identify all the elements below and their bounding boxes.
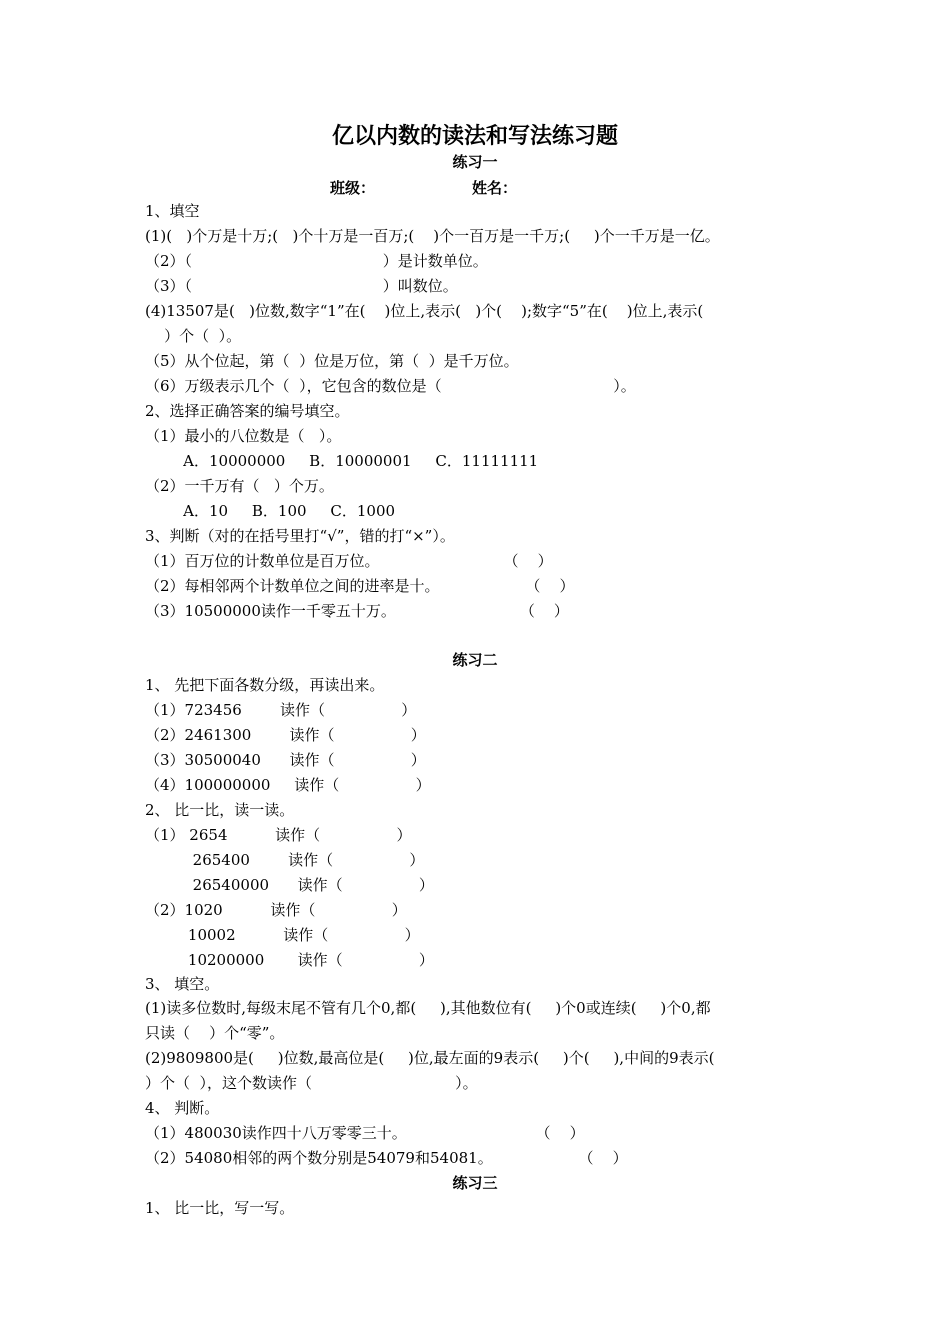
ex2-q2-1: （1） 2654 读作（ ） [145, 826, 412, 844]
ex2-q3-heading: 3、 填空。 [145, 975, 220, 993]
ex2-q2-heading: 2、 比一比，读一读。 [145, 801, 295, 819]
ex2-q3-1-cont: 只读（ ）个“零”。 [145, 1024, 285, 1042]
ex1-q1-3: （3）（ ）叫数位。 [145, 277, 458, 295]
ex1-q1-heading: 1、填空 [145, 202, 200, 220]
exercise-1-heading: 练习一 [452, 153, 498, 171]
ex1-q3-1: （1）百万位的计数单位是百万位。 （ ） [145, 552, 553, 570]
ex1-q2-2: （2）一千万有（ ）个万。 [145, 477, 334, 495]
ex2-q2-6: 10200000 读作（ ） [145, 951, 434, 969]
ex2-q1-4: （4）100000000 读作（ ） [145, 776, 431, 794]
page-title: 亿以内数的读法和写法练习题 [331, 123, 618, 149]
ex2-q2-4: （2）1020 读作（ ） [145, 901, 407, 919]
ex1-q3-2: （2）每相邻两个计数单位之间的进率是十。 （ ） [145, 577, 575, 595]
ex1-q2-1-options: A．10000000 B．10000001 C．11111111 [145, 452, 539, 470]
ex1-q1-5: （5）从个位起，第（ ）位是万位，第（ ）是千万位。 [145, 352, 519, 370]
ex2-q4-2: （2）54080相邻的两个数分别是54079和54081。 （ ） [145, 1149, 628, 1167]
ex1-q1-4-cont: ）个（ ）。 [145, 327, 242, 345]
ex2-q2-2: 265400 读作（ ） [145, 851, 425, 869]
ex2-q3-1: (1)读多位数时,每级末尾不管有几个0,都( ),其他数位有( )个0或连续( )个0,都 [145, 999, 711, 1017]
ex1-q3-3: （3）10500000读作一千零五十万。 （ ） [145, 602, 569, 620]
ex2-q1-2: （2）2461300 读作（ ） [145, 726, 426, 744]
ex1-q1-6: （6）万级表示几个（ ），它包含的数位是（ ）。 [145, 377, 636, 395]
ex2-q4-heading: 4、 判断。 [145, 1099, 220, 1117]
ex1-q1-1: (1)( )个万是十万;( )个十万是一百万;( )个一百万是一千万;( )个一千万是一亿。 [145, 227, 720, 245]
class-label: 班级： [330, 179, 376, 197]
exercise-2-heading: 练习二 [452, 651, 498, 669]
ex2-q4-1: （1）480030读作四十八万零零三十。 （ ） [145, 1124, 585, 1142]
ex1-q2-1: （1）最小的八位数是（ ）。 [145, 427, 342, 445]
ex1-q1-2: （2）（ ）是计数单位。 [145, 252, 488, 270]
ex3-q1-heading: 1、 比一比，写一写。 [145, 1199, 295, 1217]
ex1-q2-heading: 2、选择正确答案的编号填空。 [145, 402, 350, 420]
ex2-q1-heading: 1、 先把下面各数分级，再读出来。 [145, 676, 385, 694]
ex2-q2-3: 26540000 读作（ ） [145, 876, 434, 894]
ex2-q3-2-cont: ）个（ ），这个数读作（ ）。 [145, 1074, 478, 1092]
ex1-q2-2-options: A．10 B．100 C．1000 [145, 502, 396, 520]
exercise-3-heading: 练习三 [452, 1174, 498, 1192]
ex2-q1-1: （1）723456 读作（ ） [145, 701, 417, 719]
name-label: 姓名： [472, 179, 518, 197]
ex2-q1-3: （3）30500040 读作（ ） [145, 751, 426, 769]
ex1-q3-heading: 3、判断（对的在括号里打“√”，错的打“×”）。 [145, 527, 455, 545]
ex2-q3-2: (2)9809800是( )位数,最高位是( )位,最左面的9表示( )个( ),中间的9表示( [145, 1049, 715, 1067]
ex1-q1-4: (4)13507是( )位数,数字“1”在( )位上,表示( )个( );数字“5”在( )位上,表示( [145, 302, 704, 320]
ex2-q2-5: 10002 读作（ ） [145, 926, 420, 944]
